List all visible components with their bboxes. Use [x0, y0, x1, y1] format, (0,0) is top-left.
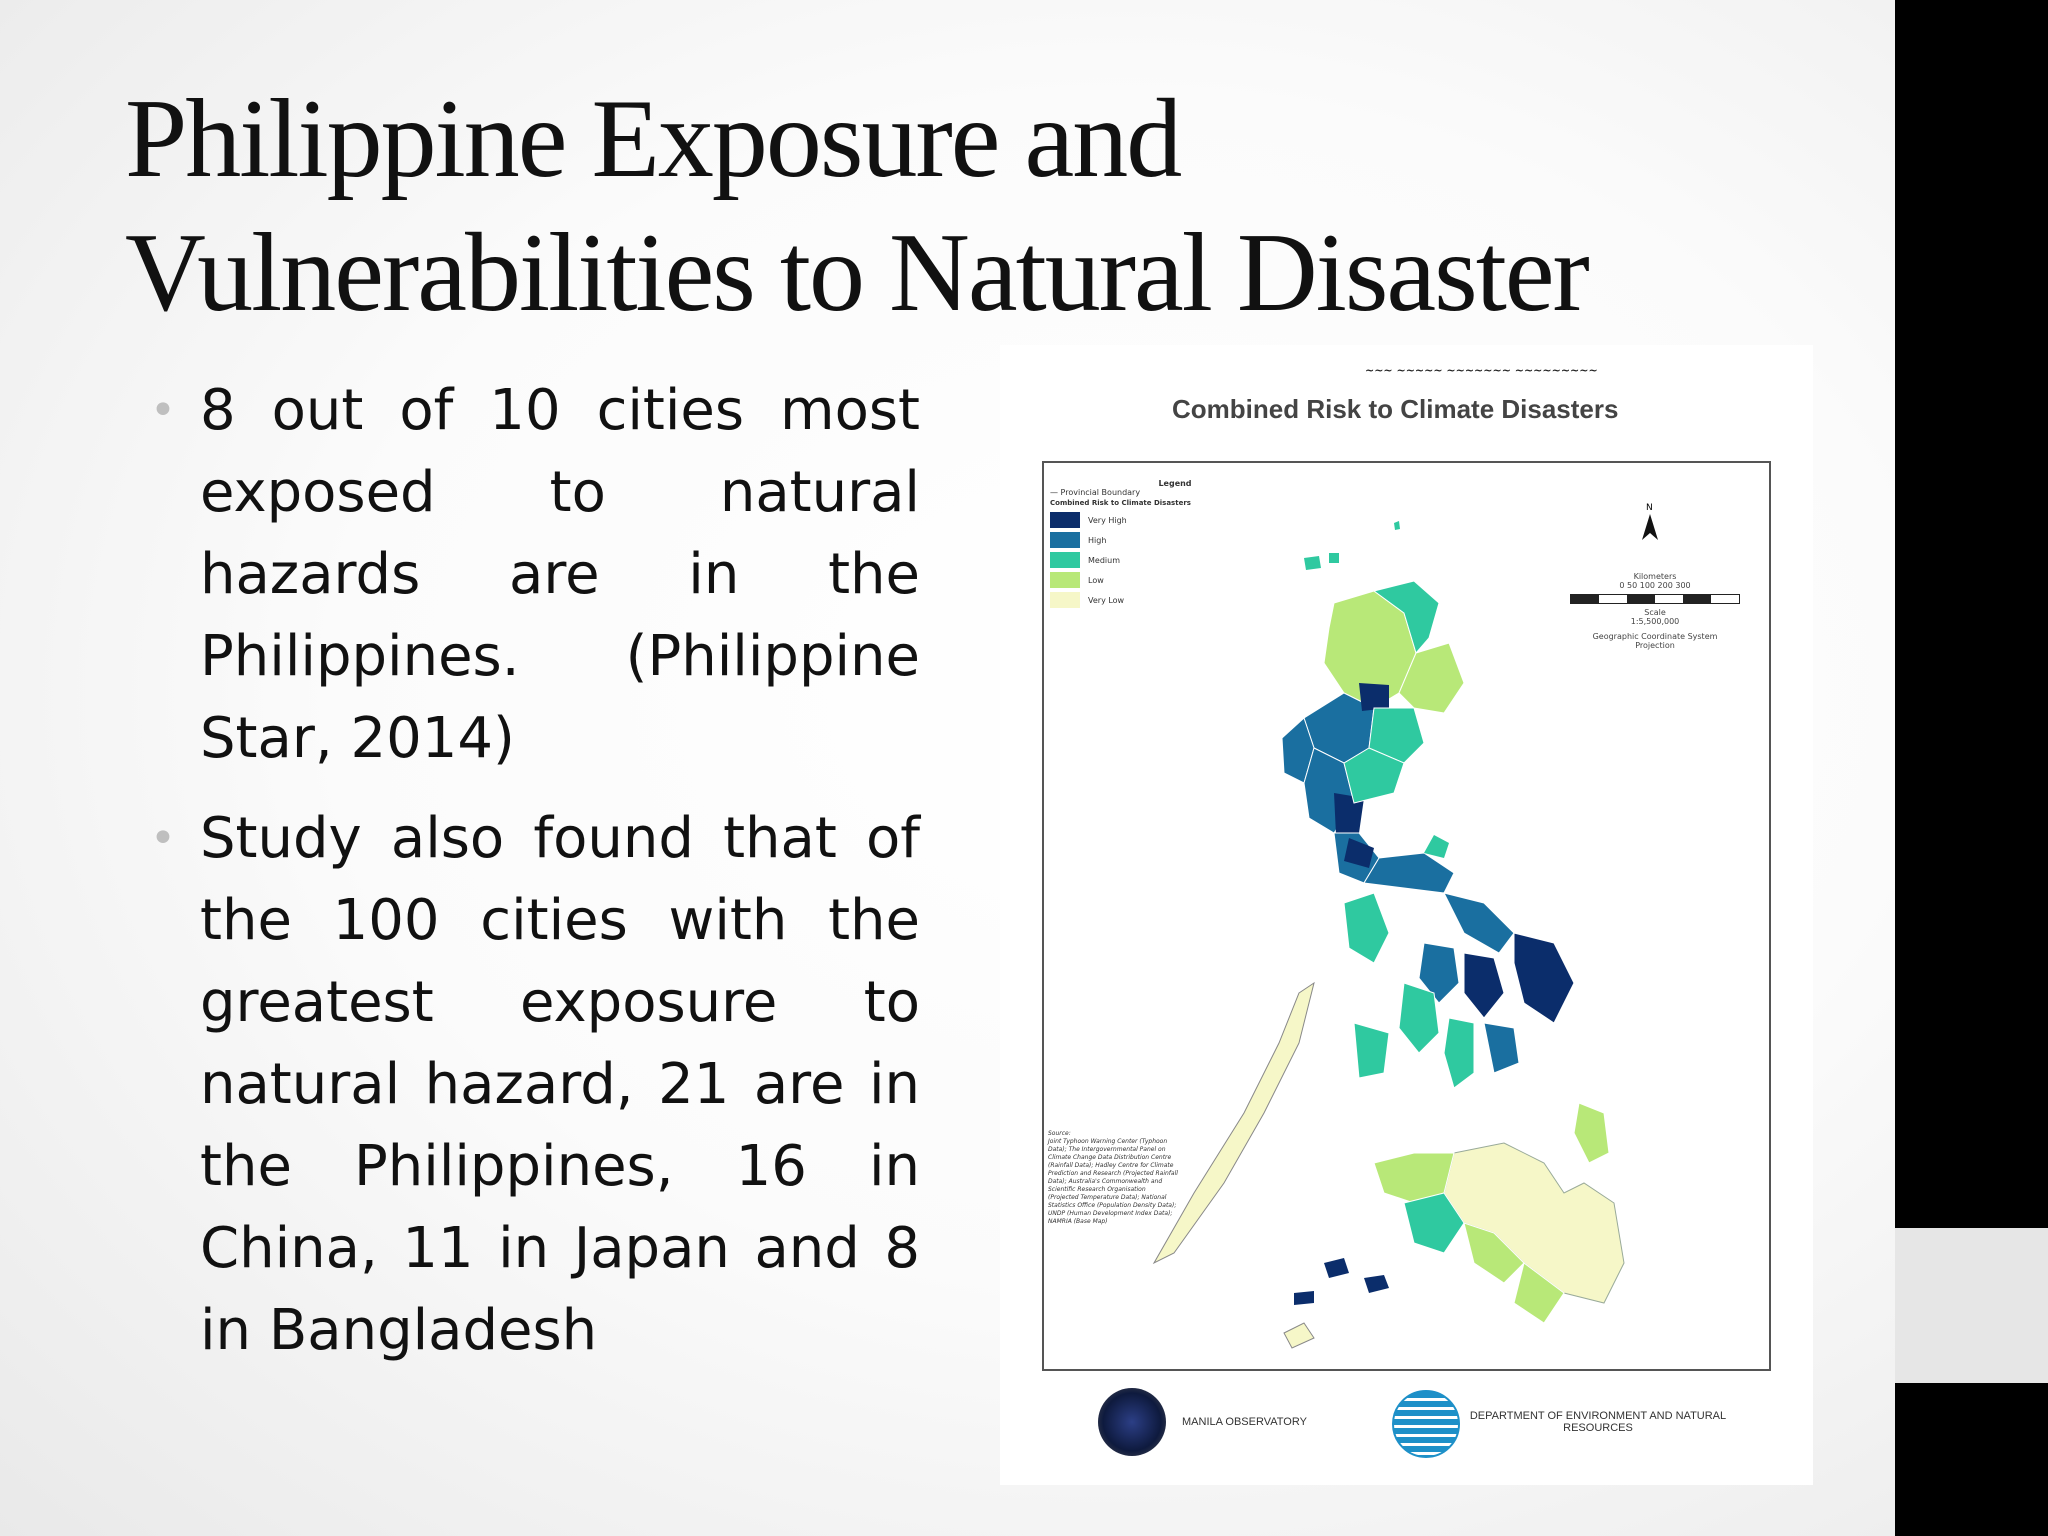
scale-title: Kilometers — [1633, 572, 1677, 581]
title-line-2: Vulnerabilities to Natural Disaster — [125, 211, 1588, 335]
map-header-scribble: ~~~ ~~~~~ ~~~~~~~ ~~~~~~~~~ — [1365, 364, 1598, 377]
footer-left-label: MANILA OBSERVATORY — [1182, 1416, 1307, 1428]
legend-label: Medium — [1088, 555, 1120, 565]
sources-text: Joint Typhoon Warning Center (Typhoon Data); The Intergovernmental Panel on Climate Change Data Distribution Centre (Rainfall Data); Hadley Centre for Climate Prediction and Research (Projected Rainfall Data); Australia's Commonwealth and Scientific Research Organisation (Projected Temperature Data); National Statistics Office (Population Density Data); UNDP (Human Development Index Data); NAMRIA (Base Map) — [1048, 1138, 1178, 1225]
scale-ticks: 0 50 100 200 300 — [1619, 581, 1691, 590]
side-bar-top — [1895, 0, 2048, 1228]
manila-observatory-logo-icon — [1098, 1388, 1166, 1456]
legend-boundary-label: Provincial Boundary — [1060, 488, 1141, 497]
side-bar-bottom — [1895, 1383, 2048, 1536]
scale-bar-graphic — [1570, 594, 1740, 604]
slide-title — [125, 72, 1725, 340]
bullet-item — [140, 370, 920, 780]
legend-item — [1050, 510, 1260, 530]
legend-item — [1050, 570, 1260, 590]
denr-logo-icon — [1392, 1390, 1460, 1458]
legend-item — [1050, 550, 1260, 570]
north-arrow-icon — [1635, 500, 1665, 545]
legend-label: Low — [1088, 575, 1104, 585]
legend-subheading: Combined Risk to Climate Disasters — [1050, 499, 1191, 507]
legend-label: High — [1088, 535, 1107, 545]
bullet-dot-icon: • — [150, 385, 176, 436]
side-bar-middle — [1895, 1228, 2048, 1383]
legend-label: Very High — [1088, 515, 1127, 525]
legend-swatch — [1050, 572, 1080, 588]
legend-swatch — [1050, 532, 1080, 548]
map-legend — [1050, 479, 1260, 610]
north-label: N — [1646, 503, 1653, 513]
scale-bar — [1570, 572, 1740, 650]
sources-title: Source: — [1048, 1130, 1071, 1137]
legend-item — [1050, 590, 1260, 610]
bullet-dot-icon: • — [150, 813, 176, 864]
scale-ratio: Scale 1:5,500,000 — [1630, 608, 1680, 626]
projection-note: Geographic Coordinate System Projection — [1592, 632, 1718, 650]
bullet-list — [140, 370, 920, 1390]
footer-right-label: DEPARTMENT OF ENVIRONMENT AND NATURAL RESOURCES — [1469, 1410, 1727, 1434]
title-line-1: Philippine Exposure and — [125, 77, 1181, 201]
legend-item — [1050, 530, 1260, 550]
legend-heading: Legend — [1158, 479, 1192, 488]
legend-boundary: — Provincial Boundary — [1050, 488, 1141, 497]
legend-swatch — [1050, 552, 1080, 568]
map-title: Combined Risk to Climate Disasters — [1172, 394, 1619, 424]
legend-swatch — [1050, 592, 1080, 608]
legend-label: Very Low — [1088, 595, 1125, 605]
bullet-text: 8 out of 10 cities most exposed to natural hazards are in the Philippines. (Philippine Star, 2014) — [200, 378, 920, 771]
bullet-text: Study also found that of the 100 cities with the greatest exposure to natural hazard, 21 are in the Philippines, 16 in China, 11 in Japan and 8 in Bangladesh — [200, 806, 920, 1363]
bullet-item — [140, 798, 920, 1372]
map-sources — [1048, 1130, 1178, 1226]
legend-swatch — [1050, 512, 1080, 528]
